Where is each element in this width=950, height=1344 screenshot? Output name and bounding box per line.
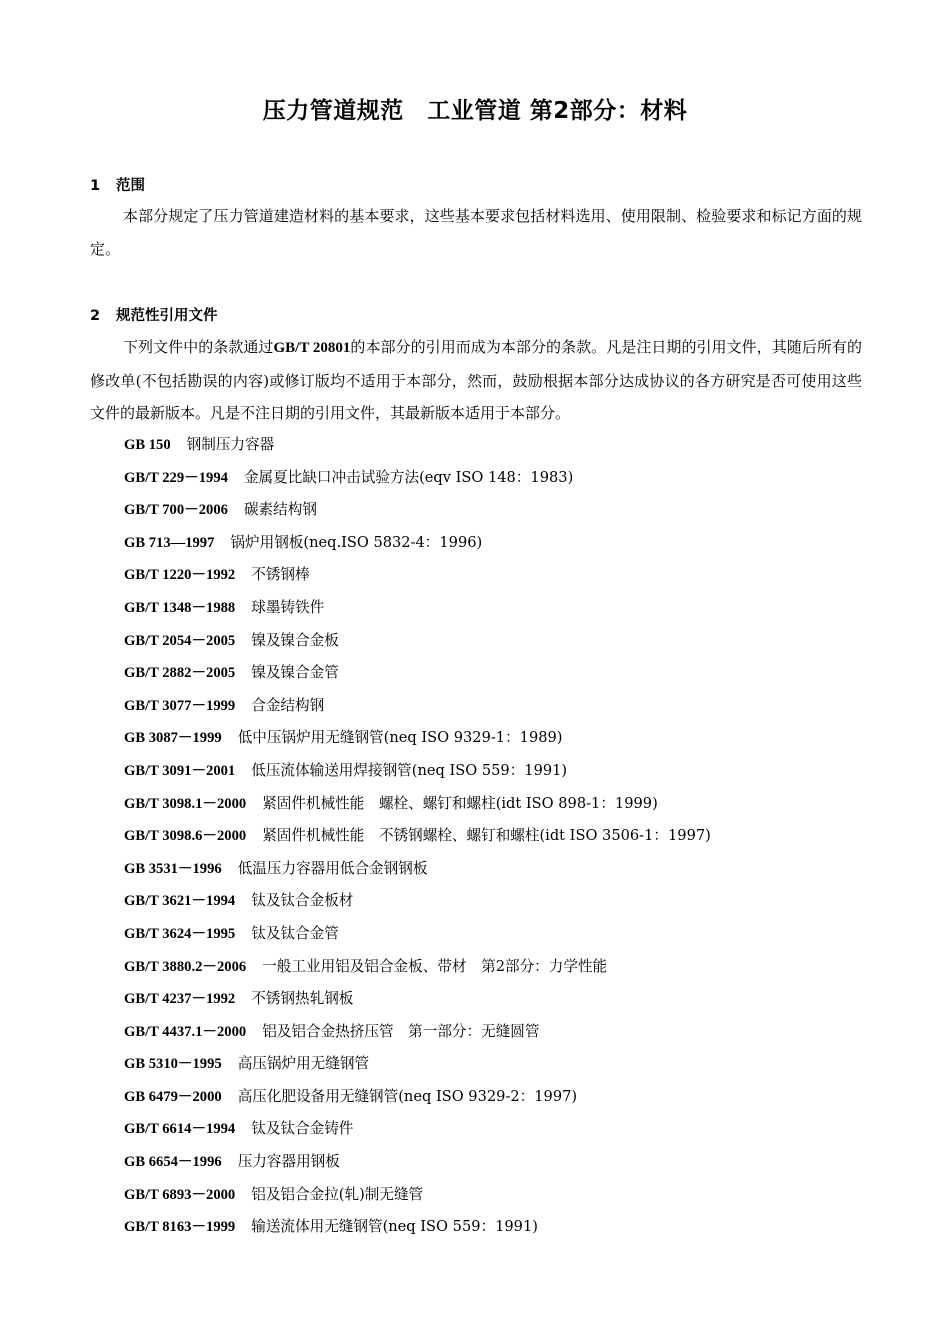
reference-code: GB/T 3091－2001 <box>124 762 236 779</box>
reference-item <box>124 1211 711 1244</box>
reference-item <box>124 1113 711 1146</box>
reference-title: 不锈钢棒 <box>251 566 310 584</box>
reference-item <box>124 1179 711 1212</box>
section-heading-text: 范围 <box>116 178 145 194</box>
reference-item <box>124 918 711 951</box>
reference-item <box>124 820 711 853</box>
reference-title: 合金结构钢 <box>251 696 325 714</box>
reference-item <box>124 755 711 788</box>
paragraph-text: 的本部分的引用而成为本部分的条款。凡是注日期的引用文件，其随后所有的修改单(不包括勘误的内容)或修订版均不适用于本部分，然而，鼓励根据本部分达成协议的各方研究是否可使用这些文件的最新版本。凡是不注日期的引用文件，其最新版本适用于本部分。 <box>90 338 862 422</box>
reference-item <box>124 788 711 821</box>
reference-code: GB 3087－1999 <box>124 730 222 747</box>
reference-title: 锅炉用钢板(neq.ISO 5832-4：1996) <box>230 533 483 551</box>
reference-title: 钛及钛合金铸件 <box>251 1120 354 1138</box>
section-heading-text: 规范性引用文件 <box>116 308 218 324</box>
reference-title: 镍及镍合金管 <box>251 664 339 682</box>
reference-title: 钢制压力容器 <box>186 436 275 453</box>
section-1-heading <box>90 174 145 195</box>
reference-title: 紧固件机械性能 不锈钢螺栓、螺钉和螺柱(idt ISO 3506-1：1997) <box>262 827 711 845</box>
reference-item <box>124 951 711 984</box>
reference-code: GB 6654－1996 <box>124 1154 222 1171</box>
section-2-paragraph <box>90 331 862 430</box>
reference-title: 球墨铸铁件 <box>251 598 325 616</box>
reference-code: GB/T 229－1994 <box>124 469 228 486</box>
reference-title: 一般工业用铝及铝合金板、带材 第2部分：力学性能 <box>262 957 608 975</box>
reference-item <box>124 527 711 560</box>
reference-title: 低中压锅炉用无缝钢管(neq ISO 9329-1：1989) <box>237 729 563 747</box>
reference-code: GB/T 2882－2005 <box>124 665 236 682</box>
reference-code: GB/T 6614－1994 <box>124 1121 236 1138</box>
reference-item <box>124 1081 711 1114</box>
reference-title: 钛及钛合金板材 <box>251 892 354 910</box>
reference-code: GB/T 1220－1992 <box>124 567 236 584</box>
reference-item <box>124 983 711 1016</box>
section-2-heading <box>90 304 218 325</box>
reference-title: 压力容器用钢板 <box>237 1153 340 1171</box>
reference-item <box>124 462 711 495</box>
paragraph-text: 下列文件中的条款通过 <box>123 338 274 356</box>
reference-code: GB/T 3621－1994 <box>124 893 236 910</box>
reference-code: GB/T 4437.1－2000 <box>124 1023 247 1040</box>
reference-code: GB/T 1348－1988 <box>124 599 236 616</box>
reference-code: GB/T 3880.2－2006 <box>124 958 247 975</box>
reference-item <box>124 559 711 592</box>
reference-code: GB/T 3098.6－2000 <box>124 828 247 845</box>
reference-code: GB/T 6893－2000 <box>124 1186 236 1203</box>
reference-code: GB/T 4237－1992 <box>124 991 236 1008</box>
section-1-paragraph: 本部分规定了压力管道建造材料的基本要求，这些基本要求包括材料选用、使用限制、检验要求和标记方面的规定。 <box>90 207 862 258</box>
reference-title: 铝及铝合金热挤压管 第一部分：无缝圆管 <box>262 1022 540 1040</box>
reference-item <box>124 1016 711 1049</box>
reference-item <box>124 429 711 462</box>
reference-item <box>124 657 711 690</box>
reference-title: 高压锅炉用无缝钢管 <box>237 1055 370 1073</box>
reference-code: GB/T 3624－1995 <box>124 925 236 942</box>
reference-item <box>124 625 711 658</box>
reference-title: 钛及钛合金管 <box>251 924 339 942</box>
reference-item <box>124 722 711 755</box>
reference-title: 输送流体用无缝钢管(neq ISO 559：1991) <box>251 1218 538 1236</box>
reference-code: GB/T 700－2006 <box>124 502 228 519</box>
reference-code: GB/T 3098.1－2000 <box>124 795 247 812</box>
reference-title: 碳素结构钢 <box>243 501 317 519</box>
reference-item <box>124 885 711 918</box>
reference-item <box>124 592 711 625</box>
document-title: 压力管道规范 工业管道 第2部分：材料 <box>262 98 688 124</box>
reference-code: GB 5310－1995 <box>124 1056 222 1073</box>
reference-item <box>124 1146 711 1179</box>
reference-title: 高压化肥设备用无缝钢管(neq ISO 9329-2：1997) <box>237 1087 578 1105</box>
reference-code: GB/T 3077－1999 <box>124 697 236 714</box>
section-number: 1 <box>90 178 101 194</box>
reference-code: GB 6479－2000 <box>124 1088 222 1105</box>
reference-title: 低压流体输送用焊接钢管(neq ISO 559：1991) <box>251 761 568 779</box>
reference-title: 低温压力容器用低合金钢钢板 <box>237 859 428 877</box>
reference-code: GB 150 <box>124 437 171 453</box>
reference-title: 不锈钢热轧钢板 <box>251 990 354 1008</box>
section-number: 2 <box>90 308 101 324</box>
reference-item <box>124 690 711 723</box>
reference-code: GB/T 2054－2005 <box>124 632 236 649</box>
reference-title: 金属夏比缺口冲击试验方法(eqv ISO 148：1983) <box>243 468 574 486</box>
reference-code: GB/T 8163－1999 <box>124 1219 236 1236</box>
reference-code: GB 713—1997 <box>124 534 215 551</box>
reference-item <box>124 853 711 886</box>
standard-code: GB/T 20801 <box>273 340 351 356</box>
reference-title: 镍及镍合金板 <box>251 631 339 649</box>
reference-title: 紧固件机械性能 螺栓、螺钉和螺柱(idt ISO 898-1：1999) <box>262 794 658 812</box>
reference-item <box>124 494 711 527</box>
normative-references-list <box>124 429 711 1244</box>
reference-title: 铝及铝合金拉(轧)制无缝管 <box>251 1185 424 1203</box>
reference-item <box>124 1048 711 1081</box>
reference-code: GB 3531－1996 <box>124 860 222 877</box>
